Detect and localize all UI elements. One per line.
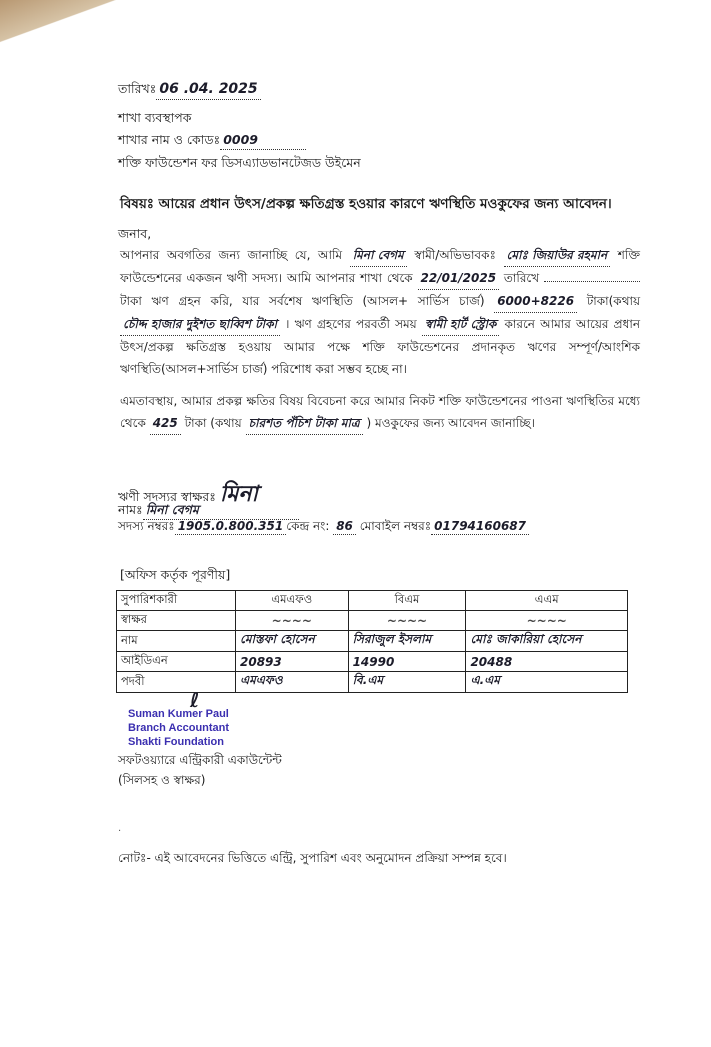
col-mfo: এমএফও [236,591,349,611]
mobile-label: মোবাইল নম্বরঃ [359,519,432,533]
guardian-name: মোঃ জিয়াউর রহমান [504,244,611,267]
member-name: মিনা বেগম [143,502,299,520]
page-corner-shadow [0,0,120,60]
center-no: 86 [333,518,356,535]
loan-date: 22/01/2025 [418,267,500,290]
mobile-no: 01794160687 [431,518,529,535]
waiver-amount: 425 [150,412,181,435]
col-recommender: সুপারিশকারী [117,591,236,611]
mfo-name: মোস্তফা হোসেন [236,631,349,652]
am-name: মোঃ জাকারিয়া হোসেন [466,631,628,652]
applicant-name: মিনা বেগম [350,244,407,267]
subject: বিষয়ঃ আয়ের প্রধান উৎস/প্রকল্প ক্ষতিগ্রস্ত হওয়ার কারণে ঋণস্থিতি মওকুফের জন্য আবেদন। [120,196,612,212]
p1-text-b: স্বামী/অভিভাবকঃ [414,248,496,262]
date-label: তারিখঃ [118,81,157,96]
footer-note: নোটঃ- এই আবেদনের ভিত্তিতে এন্ট্রি, সুপারিশ এবং অনুমোদন প্রক্রিয়া সম্পন্ন হবে। [118,851,507,865]
center-label: কেন্দ্র নং: [286,519,330,533]
p1-text-f: টাকা(কথায় [586,294,641,308]
row-label-signature: স্বাক্ষর [117,611,236,631]
branch-label: শাখার নাম ও কোডঃ [118,132,221,147]
loan-amount-blank [544,281,640,282]
signature-row [117,611,628,631]
p2-text-c: ) মওকুফের জন্য আবেদন জানাচ্ছি। [366,416,535,430]
bm-id: 14990 [348,652,466,672]
bm-signature: ~~~~ [348,611,466,631]
am-signature: ~~~~ [466,611,628,631]
signature-label: ঋণী সদস্যর স্বাক্ষরঃ [118,489,216,504]
p1-text-e: টাকা ঋণ গ্রহন করি, যার সর্বশেষ ঋণস্থিতি (আসল+ সার্ভিস চার্জ) [120,294,485,308]
balance-in-words: চৌদ্দ হাজার দুইশত ছাব্বিশ টাকা [120,313,280,336]
p1-text-g: । ঋণ গ্রহণের পরবর্তী সময় [285,317,417,331]
date-value: 06 .04. 2025 [156,80,260,100]
col-am: এএম [466,591,628,611]
member-no: 1905.0.800.351 [175,518,287,535]
bm-name: সিরাজুল ইসলাম [348,631,466,652]
office-header-row [117,591,628,611]
recipient: শাখা ব্যবস্থাপক [118,110,192,125]
accountant-label: সফটওয়্যারে এন্ট্রিকারী একাউন্টেন্ট [118,753,282,767]
id-row [117,652,628,672]
paragraph-1 [120,244,640,380]
bm-designation: বি.এম [348,672,466,693]
accountant-signature: ℓ [190,688,200,712]
row-label-name: নাম [117,631,236,652]
accountant-stamp [128,707,229,749]
p1-text-d: তারিখে [503,271,540,285]
salutation: জনাব, [118,226,152,241]
paragraph-2 [120,390,640,435]
name-row [117,631,628,652]
member-signature: মিনা [219,482,258,507]
member-id-line [118,518,529,535]
am-id: 20488 [466,652,628,672]
stray-mark: · [118,826,122,837]
p1-text-c: শক্তি ফাউন্ডেশনের একজন ঋণী সদস্য। আমি আপনার শাখা থেকে [120,248,640,285]
office-section-title: [অফিস কর্তৃক পূরণীয়] [120,567,231,582]
branch-code: 0009 [220,132,306,150]
p2-text-a: এমতাবস্থায়, আমার প্রকল্প ক্ষতির বিষয় বিবেচনা করে আমার নিকট শক্তি ফাউন্ডেশনের পাওনা ঋণস্থিতির মধ্যে থেকে [120,394,640,430]
stamp-designation: Branch Accountant [128,722,230,734]
seal-label: (সিলসহ ও স্বাক্ষর) [118,773,206,787]
row-label-designation: পদবী [117,672,236,693]
mfo-designation: এমএফও [236,672,349,693]
branch-line [118,132,306,150]
col-bm: বিএম [348,591,466,611]
stamp-org: Shakti Foundation [128,736,224,748]
p2-text-b: টাকা (কথায় [184,416,242,430]
date-line [118,80,261,100]
p1-text-h: কারনে আমার আয়ের প্রধান উৎস/প্রকল্প ক্ষতিগ্রস্ত হওয়ায় আমার পক্ষে শক্তি ফাউন্ডেশনের প্রদানকৃত ঋণের সম্পূর্ণ/আংশিক ঋণস্থিতি(আসল+সার্ভিস চার্জ) পরিশোধ করা সম্ভব হচ্ছে না। [120,317,640,376]
row-label-id: আইডিএন [117,652,236,672]
member-no-label: সদস্য নম্বরঃ [118,519,175,533]
stamp-name: Suman Kumer Paul [128,708,229,720]
waiver-in-words: চারশত পঁচিশ টাকা মাত্র [246,412,363,435]
mfo-signature: ~~~~ [236,611,349,631]
loss-reason: স্বামী হার্ট স্ট্রোক [422,313,499,336]
org-name: শক্তি ফাউন্ডেশন ফর ডিসএ্যাডভানটেজড উইমেন [118,155,361,170]
p1-text-a: আপনার অবগতির জন্য জানাচ্ছি যে, আমি [120,248,343,262]
am-designation: এ.এম [466,672,628,693]
loan-balance: 6000+8226 [494,290,577,313]
mfo-id: 20893 [236,652,349,672]
name-label: নামঃ [118,502,143,517]
office-table [116,590,628,693]
